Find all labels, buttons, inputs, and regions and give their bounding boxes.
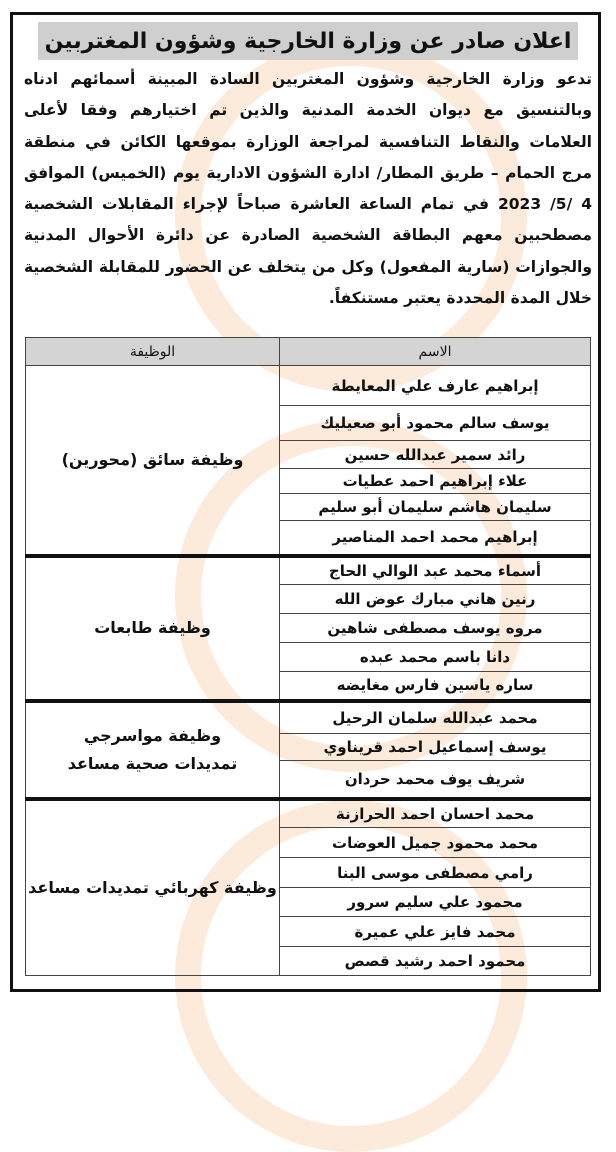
table-row: [26, 701, 591, 734]
candidate-name: دانا باسم محمد عبده: [280, 643, 591, 672]
candidate-name: محمد محمود جميل العوضات: [280, 828, 591, 858]
candidate-name: محمد فايز علي عميرة: [280, 917, 591, 947]
candidate-name: رائد سمير عبدالله حسين: [280, 441, 591, 469]
candidate-name: رامي مصطفى موسى البنا: [280, 858, 591, 888]
table-row: [26, 366, 591, 406]
candidate-name: سليمان هاشم سليمان أبو سليم: [280, 494, 591, 521]
table-row: [26, 799, 591, 828]
announcement-title: اعلان صادر عن وزارة الخارجية وشؤون المغتربين: [38, 22, 578, 60]
table-row: [26, 556, 591, 585]
job-title: وظيفة طابعات: [26, 556, 280, 701]
candidates-table: [25, 337, 591, 976]
candidate-name: يوسف إسماعيل احمد قريناوي: [280, 734, 591, 761]
candidate-name: أسماء محمد عبد الوالي الحاج: [280, 556, 591, 585]
candidate-name: ساره ياسين فارس مغايضه: [280, 672, 591, 701]
job-title: وظيفة مواسرجي تمديدات صحية مساعد: [26, 701, 280, 799]
candidate-name: محمد احسان احمد الحرازنة: [280, 799, 591, 828]
candidate-name: محمود علي سليم سرور: [280, 888, 591, 917]
job-title: وظيفة كهربائي تمديدات مساعد: [26, 799, 280, 976]
announcement-body: تدعو وزارة الخارجية وشؤون المغتربين السادة المبينة أسمائهم ادناه وبالتنسيق مع ديوان الخدمة المدنية والذين تم اختيارهم وفقا لأعلى العلامات والنقاط التنافسية لمراجعة الوزارة بموقعها الكائن في منطقة مرج الحمام – طريق المطار/ ادارة الشؤون الادارية يوم (الخميس) الموافق 4 /5/ 2023 في تمام الساعة العاشرة صباحاً لإجراء المقابلات الشخصية مصطحبين معهم البطاقة الشخصية الصادرة عن دائرة الأحوال المدنية والجوازات (سارية المفعول) وكل من يتخلف عن الحضور للمقابلة الشخصية خلال المدة المحددة يعتبر مستنكفاً.: [24, 70, 593, 308]
job-title: وظيفة سائق (محورين): [26, 366, 280, 556]
header-name: الاسم: [280, 338, 591, 366]
candidate-name: إبراهيم محمد احمد المناصير: [280, 521, 591, 556]
candidate-name: إبراهيم عارف علي المعايطة: [280, 366, 591, 406]
candidate-name: يوسف سالم محمود أبو صعيليك: [280, 406, 591, 441]
candidate-name: محمود احمد رشيد قصص: [280, 947, 591, 976]
candidate-name: علاء إبراهيم احمد عطيات: [280, 469, 591, 494]
header-job: الوظيفة: [26, 338, 280, 366]
candidate-name: محمد عبدالله سلمان الرحيل: [280, 701, 591, 734]
candidate-name: شريف يوف محمد حردان: [280, 761, 591, 799]
candidate-name: رنين هاني مبارك عوض الله: [280, 585, 591, 614]
candidate-name: مروه يوسف مصطفى شاهين: [280, 614, 591, 643]
